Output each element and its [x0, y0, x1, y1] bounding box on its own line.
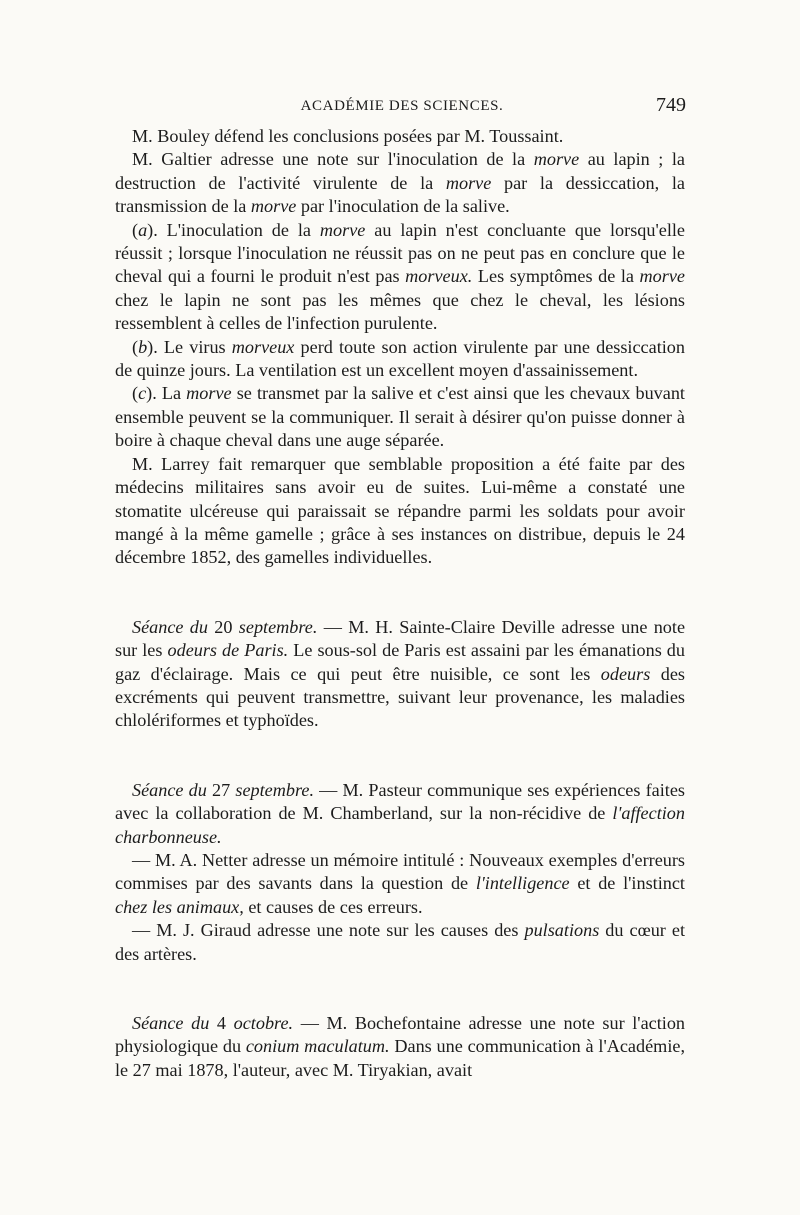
paragraph-bouley: M. Bouley défend les conclusions posées par M. Toussaint.	[132, 126, 564, 146]
paragraph-point-a: (a). L'inoculation de la morve au lapin n'est concluante que lorsqu'elle réussit ; lorsque l'inoculation ne réussit pas on ne peut pas en conclure que le cheval qui a fourni le produit n'est pas morveux. Les symptômes de la morve chez le lapin ne sont pas les mêmes que chez le cheval, les lésions ressemblent à celles de l'infection purulente.	[115, 219, 685, 334]
paragraph-seance-20-septembre: Séance du 20 septembre. — M. H. Sainte-Claire Deville adresse une note sur les odeurs de Paris. Le sous-sol de Paris est assaini par les émanations du gaz d'éclairage. Mais ce qui peut être nuisible, ce sont les odeurs des excréments qui peuvent transmettre, suivant leur provenance, les maladies chlolériformes et typhoïdes.	[115, 616, 686, 731]
paragraph-point-b: (b). Le virus morveux perd toute son action virulente par une dessiccation de quinze jours. La ventilation est un excellent moyen d'assainissement.	[115, 336, 685, 381]
page-number: 749	[656, 94, 686, 116]
running-title: ACADÉMIE DES SCIENCES.	[300, 98, 504, 114]
paragraph-galtier: M. Galtier adresse une note sur l'inoculation de la morve au lapin ; la destruction de l'activité virulente de la morve par la dessiccation, la transmission de la morve par l'inoculation de la salive.	[115, 149, 685, 217]
paragraph-point-c: (c). La morve se transmet par la salive et c'est ainsi que les chevaux buvant ensemble peuvent se la communiquer. Il serait à désirer qu'on puisse donner à boire à chaque cheval dans une auge séparée.	[115, 383, 685, 451]
body-text	[115, 125, 685, 1082]
page-header	[118, 94, 686, 124]
paragraph-netter: — M. A. Netter adresse un mémoire intitulé : Nouveaux exemples d'erreurs commises par des savants dans la question de l'intelligence et de l'instinct chez les animaux, et causes de ces erreurs.	[115, 849, 685, 917]
paragraph-seance-27-septembre: Séance du 27 septembre. — M. Pasteur communique ses expériences faites avec la collaboration de M. Chamberland, sur la non-récidive de l'affection charbonneuse.	[115, 779, 686, 847]
paragraph-larrey: M. Larrey fait remarquer que semblable proposition a été faite par des médecins militaires sans avoir eu de suites. Lui-même a constaté une stomatite ulcéreuse qui paraissait se répandre parmi les soldats pour avoir mangé à la même gamelle ; grâce à ses instances on distribue, depuis le 24 décembre 1852, des gamelles individuelles.	[115, 453, 685, 568]
paragraph-seance-4-octobre: Séance du 4 octobre. — M. Bochefontaine adresse une note sur l'action physiologique du conium maculatum. Dans une communication à l'Académie, le 27 mai 1878, l'auteur, avec M. Tiryakian, avait	[115, 1013, 686, 1080]
paragraph-giraud: — M. J. Giraud adresse une note sur les causes des pulsations du cœur et des artères.	[115, 920, 686, 964]
